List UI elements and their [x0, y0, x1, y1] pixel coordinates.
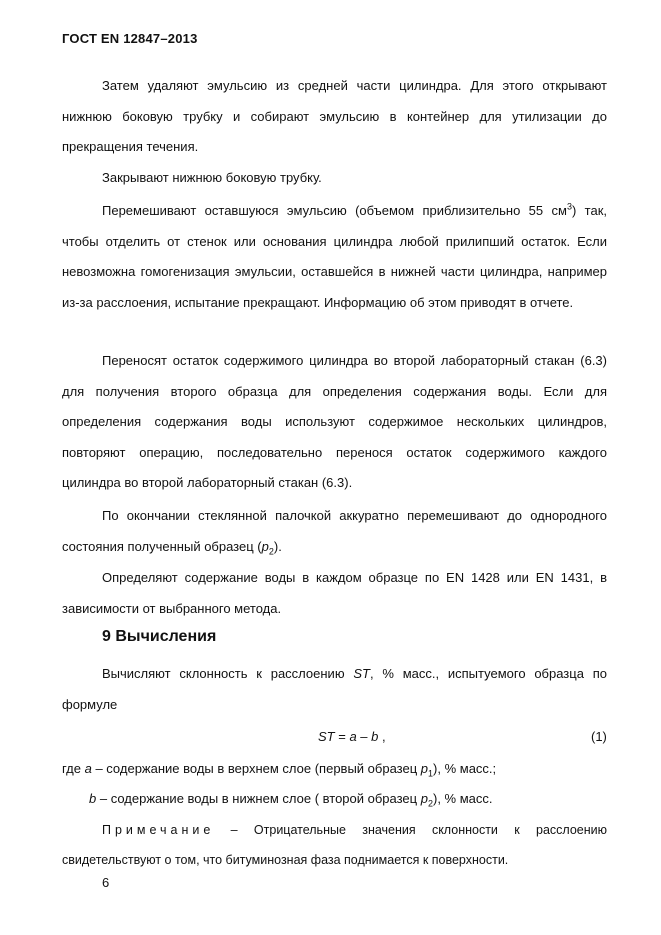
definition-b: b – содержание воды в нижнем слое ( второй образец $p_2$), % масс.: [89, 791, 493, 809]
definition-a: где a – содержание воды в верхнем слое (первый образец $p_1$), % масс.;: [62, 761, 497, 779]
section-heading: 9 Вычисления: [102, 628, 217, 645]
paragraph-transfer-residue: Переносят остаток содержимого цилиндра во второй лабораторный стакан (6.3) для получения второго образца для определения содержания воды. Если для определения содержания воды используют содержимое нескольких цилиндров, повторяют операцию, последовательно перенося остаток содержимого каждого цилиндра во второй лабораторный стакан (6.3).: [62, 353, 607, 490]
equation-number: (1): [591, 729, 607, 744]
document-header: ГОСТ EN 12847–2013: [62, 31, 198, 46]
paragraph-stir-sample: По окончании стеклянной палочкой аккуратно перемешивают до однородного состояния полученный образец $(p_2)$.: [62, 508, 607, 557]
formula: ST = a – b ,: [318, 729, 386, 744]
paragraph-close-tube: Закрывают нижнюю боковую трубку.: [102, 170, 322, 185]
paragraph-remove-emulsion: Затем удаляют эмульсию из средней части цилиндра. Для этого открывают нижнюю боковую трубку и собирают эмульсию в контейнер для утилизации до прекращения течения.: [62, 78, 607, 154]
paragraph-determine-water: Определяют содержание воды в каждом образце по EN 1428 или EN 1431, в зависимости от выбранного метода.: [62, 570, 607, 616]
paragraph-mix-remaining: Перемешивают оставшуюся эмульсию (объемом приблизительно 55 $см^3$) так, чтобы отделить от стенок или основания цилиндра любой прилипший остаток. Если невозможна гомогенизация эмульсии, оставшейся в нижней части цилиндра, например из-за расслоения, испытание прекращают. Информацию об этом приводят в отчете.: [62, 201, 607, 310]
note-label: Примечание: [102, 823, 215, 837]
note: Примечание – Отрицательные значения склонности к расслоению свидетельствуют о том, что битуминозная фаза поднимается к поверхности.: [62, 823, 607, 867]
paragraph-calculation-intro: Вычисляют склонность к расслоению ST, % масс., испытуемого образца по формуле: [62, 666, 607, 712]
page-number: 6: [102, 875, 110, 890]
